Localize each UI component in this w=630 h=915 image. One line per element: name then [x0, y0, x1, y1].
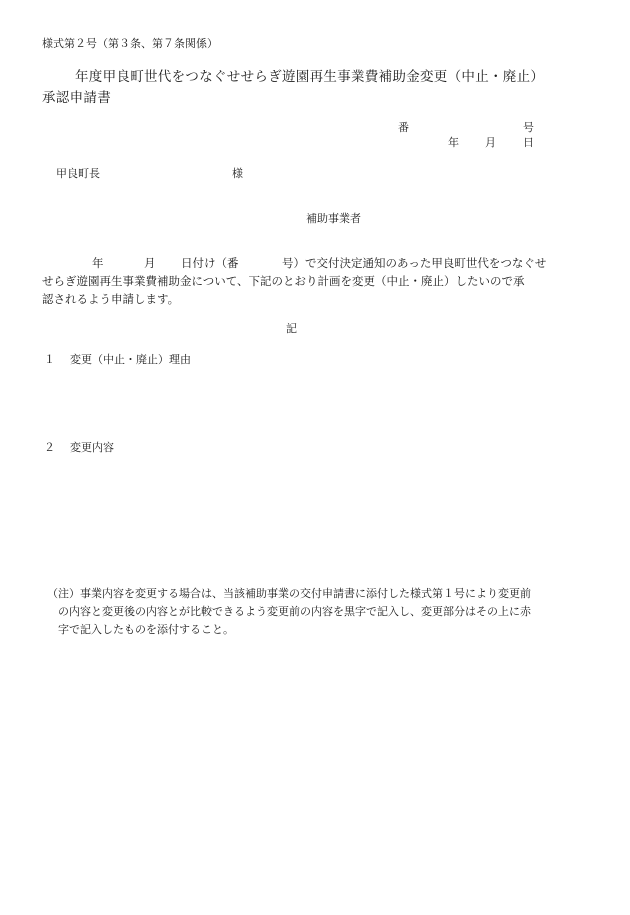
- ki-heading: 記: [286, 322, 297, 335]
- addressee-name: 甲良町長: [56, 167, 100, 180]
- note-line2: の内容と変更後の内容とが比較できるよう変更前の内容を黒字で記入し、変更部分はその上に赤: [58, 605, 531, 618]
- body-year: 年: [92, 256, 104, 270]
- reference-ban: 番: [398, 121, 409, 134]
- body-line1-rest: 号）で交付決定通知のあった甲良町世代をつなぐせ: [282, 256, 547, 270]
- reference-go: 号: [523, 121, 534, 134]
- date-month: 月: [485, 136, 496, 149]
- note-section: [47, 585, 593, 639]
- applicant-label: 補助事業者: [306, 212, 361, 225]
- note-line1: （注）事業内容を変更する場合は、当該補助事業の交付申請書に添付した様式第１号により変更前: [47, 587, 531, 600]
- item-2-number: ２: [44, 441, 55, 454]
- item-2-label: 変更内容: [70, 441, 114, 454]
- body-month: 月: [144, 256, 156, 270]
- item-1-label: 変更（中止・廃止）理由: [70, 353, 191, 366]
- document-title-line1: 年度甲良町世代をつなぐせせらぎ遊園再生事業費補助金変更（中止・廃止）: [75, 69, 545, 85]
- addressee-honorific: 様: [232, 167, 243, 180]
- form-number: 様式第２号（第３条、第７条関係）: [42, 37, 218, 50]
- body-line2: せらぎ遊園再生事業費補助金について、下記のとおり計画を変更（中止・廃止）したいので承: [42, 274, 525, 288]
- note-line3: 字で記入したものを添付すること。: [58, 623, 234, 636]
- body-line3: 認されるよう申請します。: [42, 292, 180, 306]
- date-day: 日: [523, 136, 534, 149]
- document-title-line2: 承認申請書: [42, 90, 111, 106]
- item-1-number: １: [44, 353, 55, 366]
- body-date-ref: 日付け（番: [181, 256, 239, 270]
- date-year: 年: [448, 136, 459, 149]
